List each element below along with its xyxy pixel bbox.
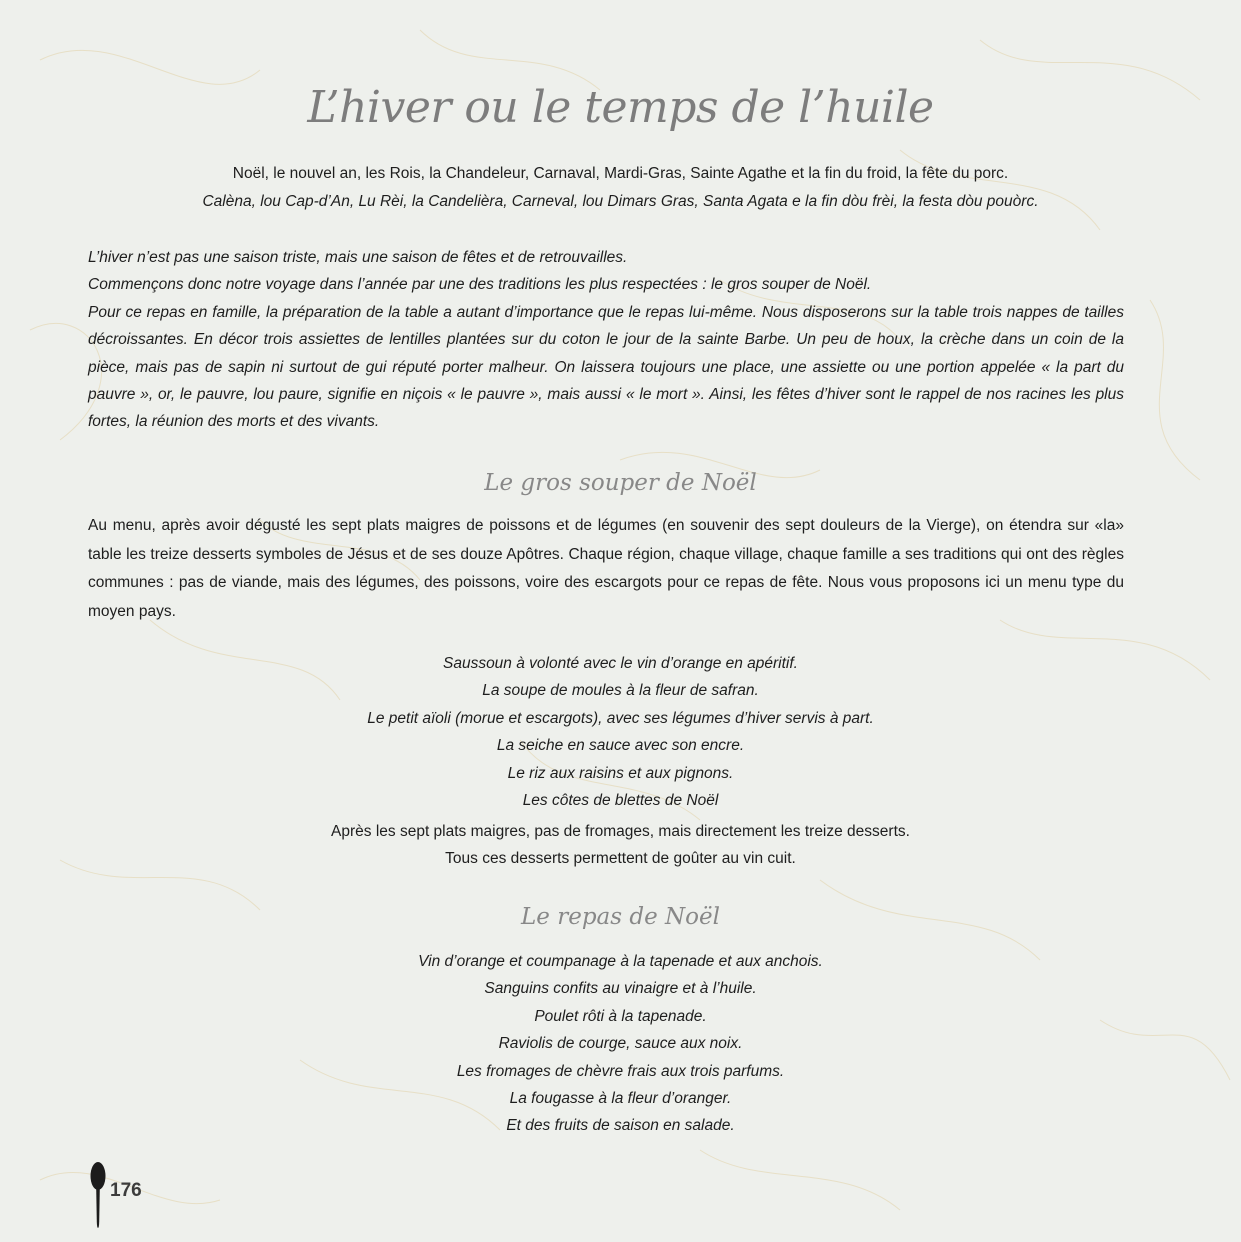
menu-repas — [0, 948, 1241, 1140]
note-line-2: Tous ces desserts permettent de goûter au vin cuit. — [445, 850, 796, 868]
menu-item: Et des fruits de saison en salade. — [506, 1117, 735, 1135]
subtitle-occitan — [60, 188, 1181, 215]
subtitle-french-text: Noël, le nouvel an, les Rois, la Chandeleur, Carnaval, Mardi-Gras, Sainte Agathe et la fin du froid, la fête du porc. — [232, 165, 1009, 182]
menu-item: Raviolis de courge, sauce aux noix. — [498, 1035, 743, 1053]
menu-item: Le petit aïoli (morue et escargots), avec ses légumes d’hiver servis à part. — [367, 709, 874, 727]
intro-paragraph: Pour ce repas en famille, la préparation de la table a autant d’importance que le repas lui-même. Nous disposerons sur la table trois nappes de tailles décroissantes. En décor trois assiettes de lentilles plantées sur du coton le jour de la sainte Barbe. Un peu de houx, la crèche dans un coin de la pièce, mais pas de sapin ni surtout de gui réputé porter malheur. On laissera toujours une place, une assiette ou une portion appelée « la part du pauvre », or, le pauvre, lou paure, signifie en niçois « le pauvre », mais aussi « le mort ». Ainsi, les fêtes d’hiver sont le rappel de nos racines les plus fortes, la réunion des morts et des vivants. — [88, 303, 1124, 431]
page-title: L’hiver ou le temps de l’huile — [307, 82, 934, 133]
menu-item: Saussoun à volonté avec le vin d’orange en apéritif. — [442, 655, 798, 672]
spoon-icon — [88, 1162, 108, 1232]
menu-item: Les côtes de blettes de Noël — [522, 792, 719, 810]
note-line-1: Après les sept plats maigres, pas de fromages, mais directement les treize desserts. — [331, 823, 910, 840]
subtitle-occitan-text: Calèna, lou Cap-d’An, Lu Rèi, la Candelièra, Carneval, lou Dimars Gras, Santa Agata e la fin dòu frèi, la festa dòu pouòrc. — [202, 193, 1039, 210]
page-number: 176 — [110, 1180, 142, 1201]
intro-section — [88, 244, 1124, 436]
subtitle-french — [60, 160, 1181, 187]
page-footer — [88, 1162, 168, 1242]
intro-line-2: Commençons donc notre voyage dans l’année par une des traditions les plus respectées : le gros souper de Noël. — [88, 276, 872, 294]
menu-item: Vin d’orange et coumpanage à la tapenade et aux anchois. — [418, 953, 823, 970]
intro-line-1: L’hiver n’est pas une saison triste, mais une saison de fêtes et de retrouvailles. — [88, 249, 628, 266]
section-heading-gros-souper: Le gros souper de Noël — [484, 470, 757, 496]
section-heading-repas: Le repas de Noël — [521, 904, 720, 930]
desserts-notes — [0, 818, 1241, 873]
menu-item: La soupe de moules à la fleur de safran. — [482, 682, 759, 700]
menu-gros-souper — [0, 650, 1241, 814]
menu-item: La fougasse à la fleur d’oranger. — [509, 1090, 732, 1108]
menu-item: Les fromages de chèvre frais aux trois parfums. — [456, 1062, 785, 1080]
menu-item: Le riz aux raisins et aux pignons. — [507, 764, 734, 782]
menu-item: Sanguins confits au vinaigre et à l’huile. — [484, 980, 757, 998]
menu-item: Poulet rôti à la tapenade. — [534, 1007, 707, 1025]
section-paragraph-gros-souper: Au menu, après avoir dégusté les sept plats maigres de poissons et de légumes (en souvenir des sept douleurs de la Vierge), on étendra sur «la» table les treize desserts symboles de Jésus et de ses douze Apôtres. Chaque région, chaque village, chaque famille a ses traditions qui ont des règles communes : pas de viande, mais des légumes, des poissons, voire des escargots pour ce repas de fête. Nous vous proposons ici un menu type du moyen pays. — [88, 517, 1124, 620]
menu-item: La seiche en sauce avec son encre. — [496, 737, 745, 755]
